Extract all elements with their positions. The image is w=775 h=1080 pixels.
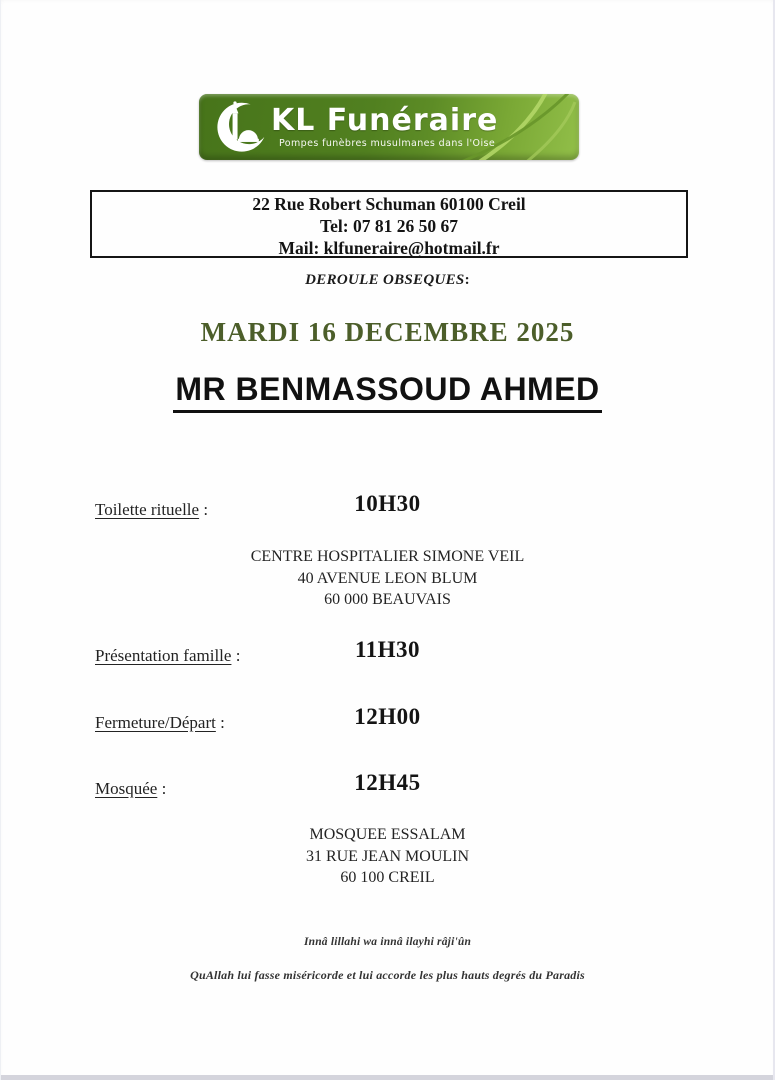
schedule-label: Fermeture/Départ :: [95, 713, 225, 732]
contact-box: [90, 190, 688, 258]
schedule-label: Présentation famille :: [95, 646, 241, 665]
schedule-time: 12H00: [354, 704, 421, 729]
schedule-time: 10H30: [354, 491, 421, 516]
schedule-label: Mosquée :: [95, 779, 167, 798]
deceased-name-wrap: [0, 371, 775, 413]
schedule-row-toilette: [0, 491, 775, 527]
hospital-address: [0, 546, 775, 611]
address-line: MOSQUEE ESSALAM: [309, 826, 466, 843]
address-line: 60 100 CREIL: [340, 869, 435, 886]
schedule-time: 12H45: [354, 770, 421, 795]
logo-tagline: Pompes funèbres musulmanes dans l'Oise: [279, 137, 496, 149]
contact-email: Mail: klfuneraire@hotmail.fr: [278, 238, 500, 258]
schedule-label: Toilette rituelle :: [95, 500, 209, 519]
contact-phone: Tel: 07 81 26 50 67: [320, 216, 458, 236]
schedule-row-fermeture: [0, 704, 775, 740]
address-line: 60 000 BEAUVAIS: [324, 591, 451, 608]
deceased-name: MR BENMASSOUD AHMED: [173, 371, 601, 413]
mosque-crescent-icon: [209, 98, 267, 156]
logo-title: KL Funéraire: [271, 102, 499, 138]
schedule-time: 11H30: [354, 637, 421, 662]
schedule-row-mosquee: [0, 770, 775, 806]
schedule-row-presentation: [0, 637, 775, 673]
contact-address: 22 Rue Robert Schuman 60100 Creil: [252, 194, 526, 214]
footer-dua-transliteration: Innâ lillahi wa innâ ilayhi râji'ûn: [303, 936, 472, 948]
footer-dua-french: QuAllah lui fasse miséricorde et lui accorde les plus hauts degrés du Paradis: [190, 968, 585, 982]
section-heading-text: DEROULE OBSEQUES: [305, 272, 465, 288]
ceremony-date: MARDI 16 DECEMBRE 2025: [200, 317, 575, 347]
logo-banner: [199, 94, 579, 160]
address-line: CENTRE HOSPITALIER SIMONE VEIL: [250, 548, 525, 565]
section-heading: [0, 272, 775, 289]
section-heading-colon: :: [464, 272, 470, 288]
mosque-address: [0, 824, 775, 889]
address-line: 31 RUE JEAN MOULIN: [305, 847, 470, 865]
address-line: 40 AVENUE LEON BLUM: [297, 569, 478, 587]
